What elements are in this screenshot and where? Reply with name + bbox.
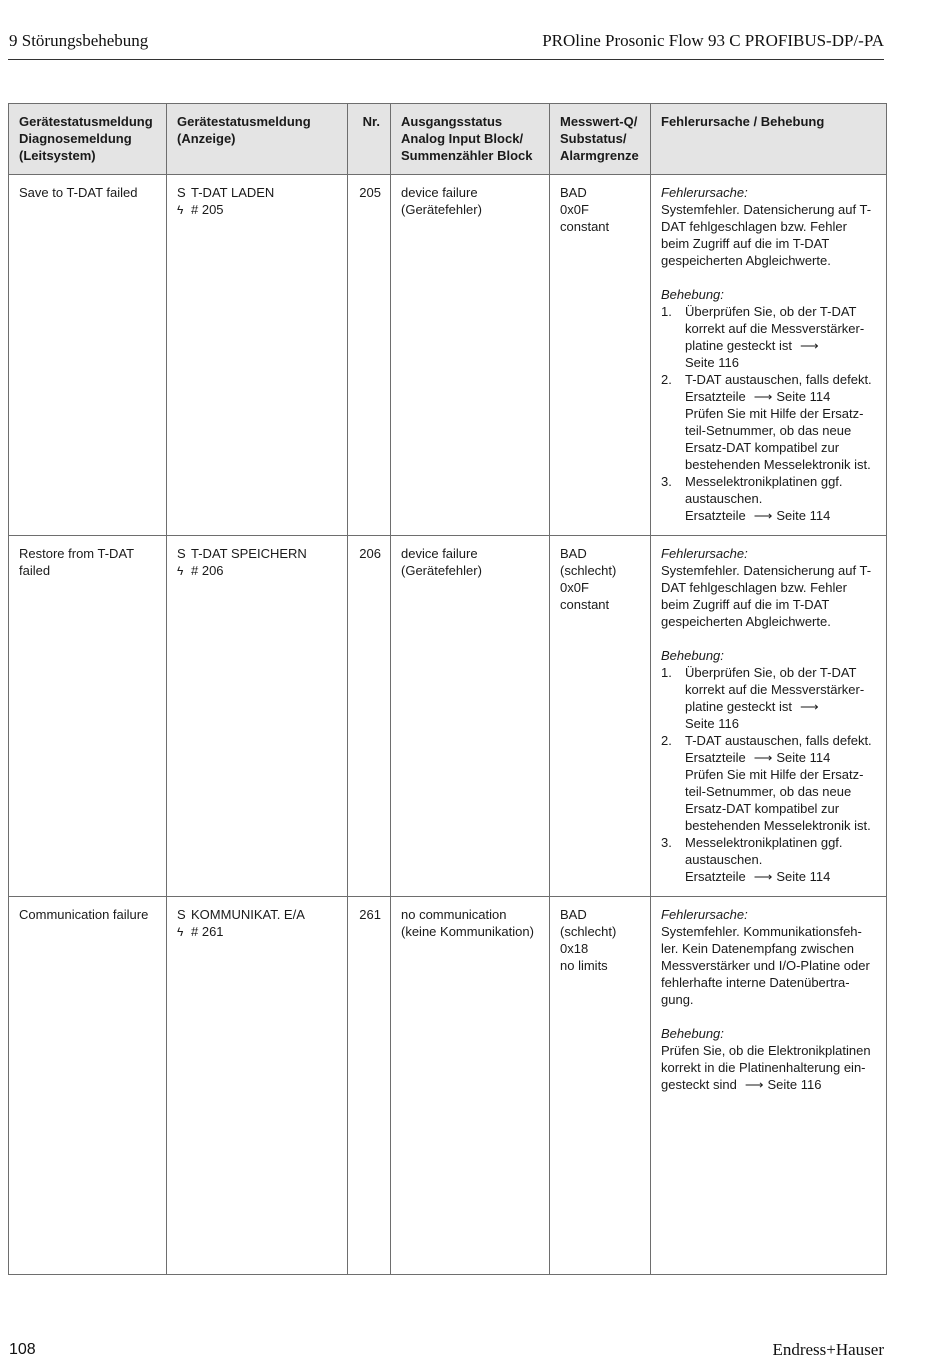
table-row [9, 175, 887, 536]
quality-line: 0x0F [560, 580, 589, 595]
number-cell: 261 [348, 897, 391, 1275]
display-code: # 206 [191, 563, 224, 578]
col-header-quality: Messwert-Q/ Substatus/ Alarmgrenze [550, 104, 651, 175]
remedy-step: 2. T-DAT austauschen, falls defekt. Ersatzteile ⟶ Seite 114 Prüfen Sie mit Hilfe der Ersatz-teil-Setnummer, ob das neue Ersatz-DAT kompatibel zur bestehenden Messelektronik ist. [661, 372, 872, 472]
remedy-label: Behebung: [661, 287, 724, 302]
remedy-label: Behebung: [661, 1026, 724, 1041]
quality-line: (schlecht) [560, 563, 617, 578]
s-letter: S [177, 546, 186, 561]
quality-line: BAD [560, 185, 587, 200]
lightning-icon: ϟ [177, 203, 184, 217]
lightning-icon: ϟ [177, 564, 184, 578]
diagnosis-cell: Restore from T-DAT failed [9, 536, 167, 897]
quality-line: 0x18 [560, 941, 589, 956]
lightning-icon: ϟ [177, 925, 184, 939]
table-row [9, 897, 887, 1275]
cause-text: Systemfehler. Datensicherung auf T-DAT fehlgeschlagen bzw. Fehler beim Zugriff auf die im T-DAT gespeicherten Abgleichwerte. [661, 563, 872, 629]
page-reference: Seite 116 [685, 355, 739, 370]
s-letter: S [177, 185, 186, 200]
quality-cell [550, 536, 651, 897]
page-reference: Seite 116 [685, 716, 739, 731]
remedy-step: 1. Überprüfen Sie, ob der T-DAT korrekt auf die Messverstärker-platine gesteckt ist ⟶ Seite 116 [661, 665, 865, 731]
header-rule [8, 59, 884, 60]
display-message: KOMMUNIKAT. E/A [191, 907, 305, 922]
cause-remedy-cell [651, 897, 887, 1275]
page-reference: Seite 114 [776, 508, 831, 523]
quality-line: BAD [560, 907, 587, 922]
remedy-step: 2. T-DAT austauschen, falls defekt. Ersatzteile ⟶ Seite 114 Prüfen Sie mit Hilfe der Ersatz-teil-Setnummer, ob das neue Ersatz-DAT kompatibel zur bestehenden Messelektronik ist. [661, 733, 872, 833]
arrow-right-icon: ⟶ [799, 699, 819, 714]
status-line: no communication [401, 907, 507, 922]
arrow-right-icon: ⟶ [753, 389, 773, 404]
quality-cell [550, 175, 651, 536]
status-line: (keine Kommunikation) [401, 924, 534, 939]
cause-text: Systemfehler. Kommunikationsfeh-ler. Kein Datenempfang zwischen Messverstärker und I/O-Platine oder fehlerhafte interne Datenübertra-gung. [661, 924, 870, 1007]
page-reference: Seite 116 [767, 1077, 822, 1092]
cause-label: Fehlerursache: [661, 907, 748, 922]
remedy-step: 1. Überprüfen Sie, ob der T-DAT korrekt auf die Messverstärker-platine gesteckt ist ⟶ Seite 116 [661, 304, 865, 370]
quality-line: no limits [560, 958, 608, 973]
col-header-cause-remedy: Fehlerursache / Behebung [651, 104, 887, 175]
number-cell: 206 [348, 536, 391, 897]
chapter-title: 9 Störungsbehebung [9, 31, 149, 50]
arrow-right-icon: ⟶ [753, 869, 773, 884]
status-line: (Gerätefehler) [401, 563, 482, 578]
page-number: 108 [9, 1341, 36, 1358]
arrow-right-icon: ⟶ [753, 508, 773, 523]
cause-remedy-cell [651, 536, 887, 897]
output-status-cell [391, 175, 550, 536]
cause-remedy-cell [651, 175, 887, 536]
page-reference: Seite 114 [776, 389, 831, 404]
quality-line: BAD [560, 546, 587, 561]
brand-logo: Endress+Hauser [772, 1340, 884, 1359]
display-cell [167, 536, 348, 897]
cause-label: Fehlerursache: [661, 546, 748, 561]
display-message: T-DAT SPEICHERN [191, 546, 307, 561]
remedy-label: Behebung: [661, 648, 724, 663]
remedy-steps [661, 664, 878, 885]
document-title: PROline Prosonic Flow 93 C PROFIBUS-DP/-PA [542, 31, 884, 50]
col-header-display: Gerätestatusmeldung (Anzeige) [167, 104, 348, 175]
remedy-steps [661, 303, 878, 524]
cause-text: Systemfehler. Datensicherung auf T-DAT fehlgeschlagen bzw. Fehler beim Zugriff auf die im T-DAT gespeicherten Abgleichwerte. [661, 202, 872, 268]
table-header-row [9, 104, 887, 175]
quality-cell [550, 897, 651, 1275]
remedy-step: 3. Messelektronikplatinen ggf. austauschen. Ersatzteile ⟶ Seite 114 [661, 474, 843, 523]
quality-line: constant [560, 219, 610, 234]
col-header-number: Nr. [348, 104, 391, 175]
quality-line: 0x0F [560, 202, 589, 217]
display-cell [167, 175, 348, 536]
output-status-cell [391, 897, 550, 1275]
arrow-right-icon: ⟶ [744, 1077, 764, 1092]
arrow-right-icon: ⟶ [799, 338, 819, 353]
page-reference: Seite 114 [776, 869, 831, 884]
display-code: # 205 [191, 202, 224, 217]
status-line: device failure [401, 546, 478, 561]
display-cell [167, 897, 348, 1275]
s-letter: S [177, 907, 186, 922]
diagnosis-cell: Save to T-DAT failed [9, 175, 167, 536]
display-message: T-DAT LADEN [191, 185, 275, 200]
number-cell: 205 [348, 175, 391, 536]
col-header-output-status: Ausgangsstatus Analog Input Block/ Summenzähler Block [391, 104, 550, 175]
display-code: # 261 [191, 924, 224, 939]
remedy-step: 3. Messelektronikplatinen ggf. austauschen. Ersatzteile ⟶ Seite 114 [661, 835, 843, 884]
quality-line: constant [560, 597, 610, 612]
col-header-diagnosis: Gerätestatusmeldung Diagnosemeldung (Leitsystem) [9, 104, 167, 175]
diagnosis-table [8, 103, 887, 1275]
status-line: (Gerätefehler) [401, 202, 482, 217]
status-line: device failure [401, 185, 478, 200]
quality-line: (schlecht) [560, 924, 617, 939]
output-status-cell [391, 536, 550, 897]
table-row [9, 536, 887, 897]
remedy-text: Prüfen Sie, ob die Elektronikplatinen korrekt in die Platinenhalterung ein-gesteckt sind ⟶ Seite 116 [661, 1043, 871, 1092]
diagnosis-cell: Communication failure [9, 897, 167, 1275]
page-reference: Seite 114 [776, 750, 831, 765]
arrow-right-icon: ⟶ [753, 750, 773, 765]
cause-label: Fehlerursache: [661, 185, 748, 200]
